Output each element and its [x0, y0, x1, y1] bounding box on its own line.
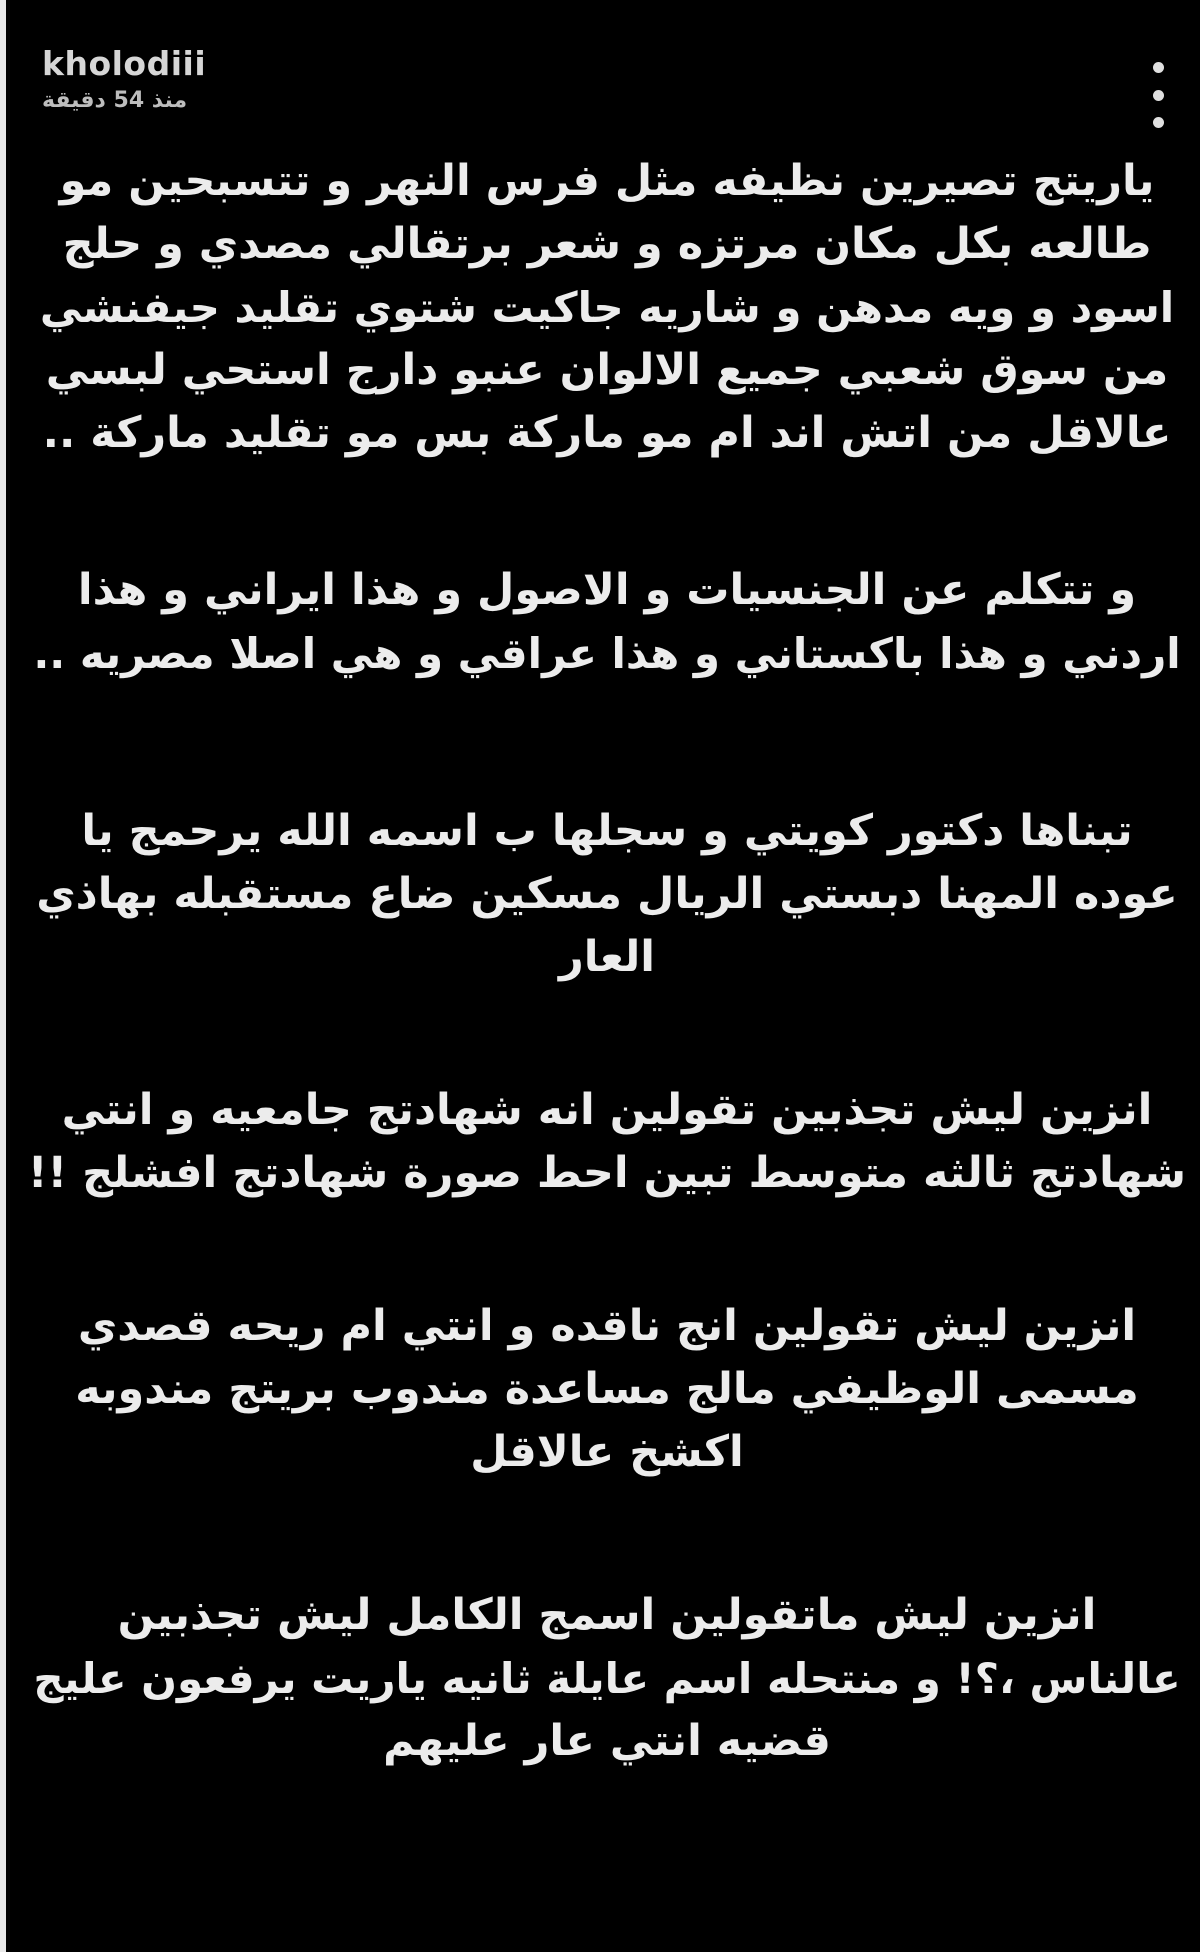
story-view: [6, 0, 1200, 1952]
paragraph-spacer: [28, 465, 1186, 559]
text-line: طالعه بكل مكان مرتزه و شعر برتقالي مصدي و حلج: [62, 219, 1152, 269]
text-line: اردني و هذا باكستاني و هذا عراقي و هي اصلا مصريه ..: [33, 629, 1181, 678]
text-line: شهادتج ثالثه متوسط تبين احط صورة شهادتج افشلج !!: [27, 1148, 1186, 1198]
text-line: من سوق شعبي جميع الالوان عنبو دارج استحي لبسي: [45, 345, 1169, 395]
text-line: اكشخ عالاقل: [470, 1427, 744, 1477]
username[interactable]: kholodiii: [42, 44, 207, 83]
paragraph-4: [28, 1079, 1186, 1205]
more-options-button[interactable]: [1138, 62, 1178, 128]
text-line: و تتكلم عن الجنسيات و الاصول و هذا ايراني و هذا: [77, 565, 1137, 615]
text-line: تبناها دكتور كويتي و سجلها ب اسمه الله يرحمج يا: [81, 806, 1133, 856]
more-vertical-icon-dot: [1153, 117, 1164, 128]
post-text: [28, 150, 1186, 1773]
more-vertical-icon-dot: [1153, 90, 1164, 101]
text-line: اسود و ويه مدهن و شاريه جاكيت شتوي تقليد جيفنشي: [39, 283, 1175, 332]
paragraph-6: [28, 1584, 1186, 1773]
paragraph-5: [28, 1295, 1186, 1484]
more-vertical-icon: [1153, 62, 1164, 73]
paragraph-1: [28, 150, 1186, 465]
text-line: انزين ليش ماتقولين اسمج الكامل ليش تجذبين: [117, 1590, 1097, 1640]
paragraph-spacer: [28, 685, 1186, 800]
text-line: انزين ليش تجذبين تقولين انه شهادتج جامعيه و انتي: [61, 1085, 1153, 1135]
paragraph-3: [28, 800, 1186, 989]
text-line: عالناس ،؟! و منتحله اسم عايلة ثانيه ياريت يرفعون عليج: [33, 1654, 1181, 1703]
text-line: عوده المهنا دبستي الريال مسكين ضاع مستقبله بهاذي: [36, 869, 1178, 919]
text-line: العار: [558, 932, 656, 982]
paragraph-spacer: [28, 989, 1186, 1079]
post-timestamp: منذ 54 دقيقة: [42, 88, 188, 113]
text-line: قضيه انتي عار عليهم: [383, 1716, 831, 1766]
text-line: انزين ليش تقولين انج ناقده و انتي ام ريحه قصدي: [77, 1301, 1137, 1351]
text-line: ياريتج تصيرين نظيفه مثل فرس النهر و تتسبحين مو: [59, 156, 1155, 206]
story-header: [42, 44, 206, 116]
paragraph-spacer: [28, 1484, 1186, 1584]
text-line: مسمى الوظيفي مالج مساعدة مندوب بريتج مندوبه: [75, 1364, 1139, 1414]
paragraph-spacer: [28, 1205, 1186, 1295]
paragraph-2: [28, 559, 1186, 685]
text-line: عالاقل من اتش اند ام مو ماركة بس مو تقليد ماركة ..: [42, 408, 1172, 458]
